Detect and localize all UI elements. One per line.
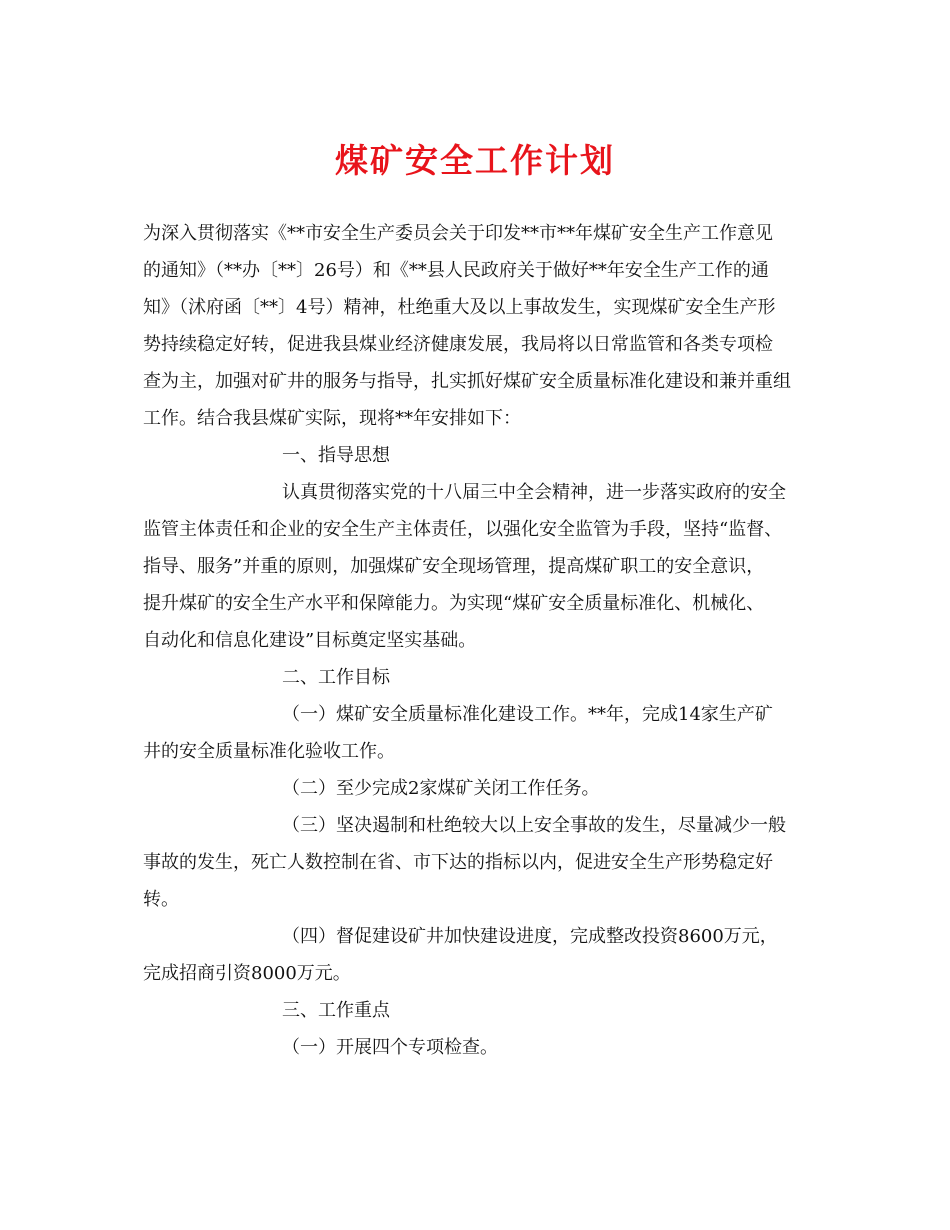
body-line: （四）督促建设矿井加快建设进度，完成整改投资8600万元， [282, 926, 778, 947]
body-line: （一）开展四个专项检查。 [282, 1037, 498, 1058]
body-line: （三）坚决遏制和杜绝较大以上安全事故的发生，尽量减少一般 [282, 815, 786, 836]
section-heading: 二、工作目标 [282, 667, 390, 688]
body-line: 指导、服务”并重的原则，加强煤矿安全现场管理，提高煤矿职工的安全意识， [143, 556, 765, 577]
body-line: 转。 [143, 889, 179, 910]
body-line: 自动化和信息化建设”目标奠定坚实基础。 [143, 630, 477, 651]
body-line: （二）至少完成2家煤矿关闭工作任务。 [282, 778, 600, 799]
body-line: 井的安全质量标准化验收工作。 [143, 741, 395, 762]
body-line: 完成招商引资8000万元。 [143, 963, 351, 984]
body-line: （一）煤矿安全质量标准化建设工作。**年，完成14家生产矿 [282, 704, 773, 725]
body-line: 事故的发生，死亡人数控制在省、市下达的指标以内，促进安全生产形势稳定好 [143, 852, 773, 873]
body-line: 知》（沭府函〔**〕4号）精神，杜绝重大及以上事故发生，实现煤矿安全生产形 [143, 297, 776, 318]
body-line: 查为主，加强对矿井的服务与指导，扎实抓好煤矿安全质量标准化建设和兼并重组 [143, 371, 791, 392]
body-line: 提升煤矿的安全生产水平和保障能力。为实现“煤矿安全质量标准化、机械化、 [143, 593, 765, 614]
body-line: 工作。结合我县煤矿实际，现将**年安排如下： [143, 408, 521, 429]
body-line: 的通知》（**办〔**〕26号）和《**县人民政府关于做好**年安全生产工作的通 [143, 260, 769, 281]
body-line: 势持续稳定好转，促进我县煤业经济健康发展，我局将以日常监管和各类专项检 [143, 334, 773, 355]
section-heading: 一、指导思想 [282, 445, 390, 466]
body-line: 监管主体责任和企业的安全生产主体责任，以强化安全监管为手段，坚持“监督、 [143, 519, 783, 540]
section-heading: 三、工作重点 [282, 1000, 390, 1021]
body-line: 认真贯彻落实党的十八届三中全会精神，进一步落实政府的安全 [282, 482, 786, 503]
body-line: 为深入贯彻落实《**市安全生产委员会关于印发**市**年煤矿安全生产工作意见 [143, 223, 773, 244]
document-title: 煤矿安全工作计划 [335, 141, 615, 180]
